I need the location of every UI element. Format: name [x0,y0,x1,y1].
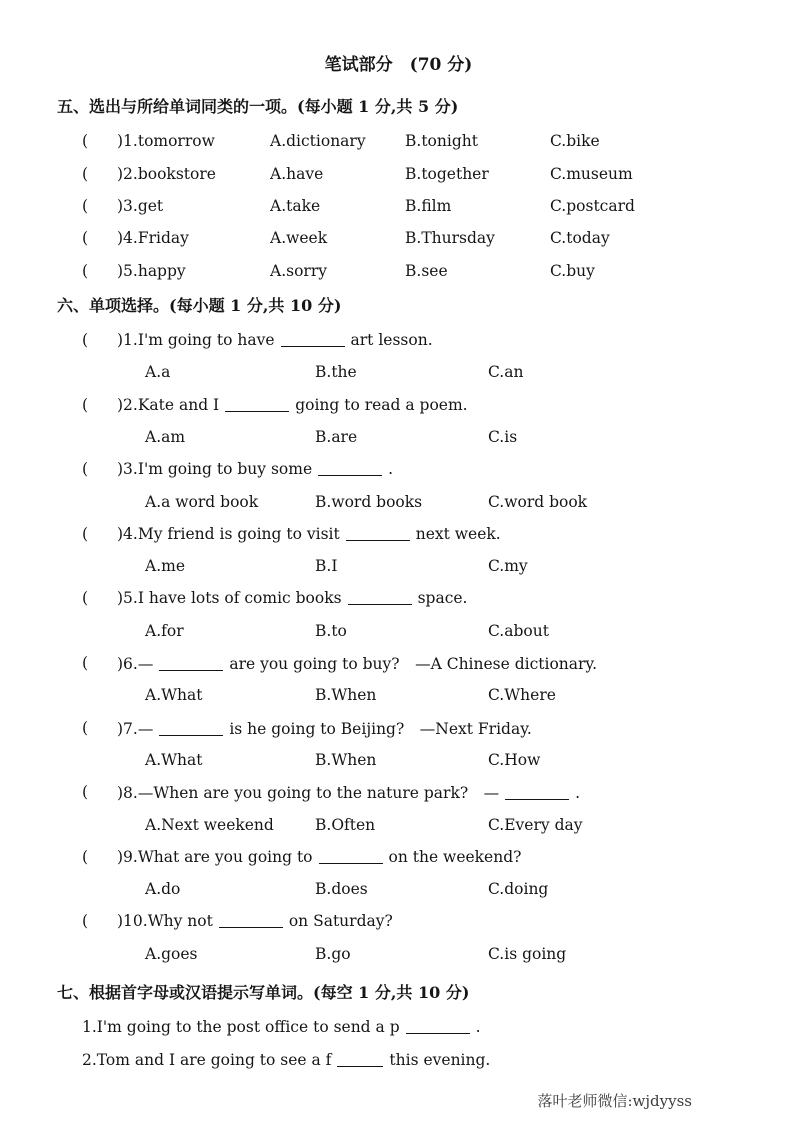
question-pre: )9.What are you going to [117,847,313,866]
answer-bracket: ( [82,654,89,673]
option-a: A.do [145,880,181,899]
option-c: C.my [488,557,528,576]
mc-question-8 [82,776,740,808]
mc-question-6 [82,647,740,679]
matching-row-4 [82,222,740,254]
option-c: C.museum [550,164,633,183]
option-b: B.Often [315,815,376,834]
option-a: A.What [145,750,203,769]
option-c: C.buy [550,261,595,280]
fill-in-question-1 [82,1011,740,1044]
answer-blank [219,912,283,928]
answer-bracket: ( [82,395,89,414]
answer-bracket: ( [82,589,89,608]
mc-question-7 [82,712,740,744]
question-post: on the weekend? [388,847,522,866]
answer-blank [281,331,345,347]
option-a: A.What [145,686,203,705]
option-a: A.sorry [270,261,327,280]
mc-options-10 [145,938,740,970]
mc-options-7 [145,744,740,776]
question-text [117,652,597,674]
question-text [117,396,468,414]
question-pre: )8.—When are you going to the nature park? — [117,784,500,803]
mc-options-1 [145,356,740,388]
answer-bracket: ( [82,912,89,931]
answer-blank [348,589,412,605]
option-c: C.an [488,363,524,382]
question-post: . [575,784,581,803]
question-label: )3.get [117,196,164,215]
answer-bracket: ( [82,164,89,183]
question-post: on Saturday? [288,912,393,931]
question-pre: )7.— [117,719,154,738]
option-c: C.bike [550,132,600,151]
page-title: 笔试部分 (70 分) [324,55,473,75]
answer-bracket: ( [82,196,89,215]
question-pre: )5.I have lots of comic books [117,589,342,608]
option-a: A.dictionary [270,132,366,151]
option-c: C.doing [488,880,549,899]
answer-bracket: ( [82,847,89,866]
mc-options-8 [145,808,740,840]
mc-question-1 [82,324,740,356]
matching-row-5 [82,255,740,287]
option-b: B.the [315,363,357,382]
question-post: art lesson. [350,331,433,350]
question-pre: )6.— [117,655,154,674]
question-pre: )2.Kate and I [117,395,220,414]
question-text [117,717,532,739]
mc-question-3 [82,453,740,485]
answer-bracket: ( [82,229,89,248]
section7-heading: 七、根据首字母或汉语提示写单词。(每空 1 分,共 10 分) [57,982,470,1002]
question-text [117,525,501,543]
question-pre: )3.I'm going to buy some [117,460,313,479]
option-b: B.together [405,164,489,183]
mc-options-4 [145,550,740,582]
question-pre: )10.Why not [117,912,213,931]
answer-blank [319,848,383,864]
answer-blank [337,1051,383,1067]
answer-bracket: ( [82,718,89,737]
mc-question-2 [82,389,740,421]
option-c: C.postcard [550,196,635,215]
option-b: B.see [405,261,448,280]
option-a: A.for [145,621,184,640]
option-a: A.am [145,427,186,446]
answer-bracket: ( [82,261,89,280]
fill-in-question-2 [82,1044,740,1077]
option-c: C.Every day [488,815,583,834]
answer-blank [159,720,223,736]
question-pre: 1.I'm going to the post office to send a p [82,1018,400,1037]
option-b: B.go [315,944,351,963]
option-c: C.How [488,750,541,769]
question-pre: 2.Tom and I are going to see a f [82,1051,332,1070]
question-text [82,1051,490,1069]
answer-bracket: ( [82,132,89,151]
answer-blank [505,784,569,800]
option-c: C.Where [488,686,556,705]
question-post: is he going to Beijing? —Next Friday. [229,719,532,738]
matching-row-1 [82,125,740,157]
question-text [117,589,467,607]
mc-question-5 [82,582,740,614]
question-pre: )1.I'm going to have [117,331,275,350]
answer-blank [346,525,410,541]
answer-blank [159,655,223,671]
mc-options-3 [145,485,740,517]
option-b: B.Thursday [405,229,495,248]
option-c: C.is [488,427,518,446]
question-post: this evening. [389,1051,491,1070]
option-a: A.week [270,229,328,248]
mc-options-9 [145,873,740,905]
mc-options-2 [145,421,740,453]
question-label: )2.bookstore [117,164,216,183]
question-post: going to read a poem. [295,395,468,414]
option-b: B.I [315,557,338,576]
answer-bracket: ( [82,331,89,350]
question-post: next week. [415,524,501,543]
question-post: are you going to buy? —A Chinese dictionary. [229,655,598,674]
section6-heading: 六、单项选择。(每小题 1 分,共 10 分) [57,295,342,315]
option-c: C.word book [488,492,588,511]
question-post: space. [417,589,468,608]
option-b: B.tonight [405,132,478,151]
option-a: A.a [145,363,171,382]
option-c: C.today [550,229,610,248]
question-text [117,781,580,803]
question-text [82,1018,481,1036]
option-c: C.is going [488,944,567,963]
option-a: A.have [270,164,324,183]
option-b: B.to [315,621,347,640]
option-b: B.When [315,750,377,769]
option-b: B.word books [315,492,423,511]
mc-question-4 [82,518,740,550]
mc-question-9 [82,841,740,873]
question-text [117,460,393,478]
answer-bracket: ( [82,460,89,479]
option-a: A.me [145,557,185,576]
answer-blank [225,396,289,412]
question-text [117,331,433,349]
matching-row-2 [82,157,740,189]
mc-options-6 [145,679,740,711]
option-a: A.Next weekend [145,815,274,834]
option-b: B.film [405,196,452,215]
question-label: )4.Friday [117,229,189,248]
question-label: )1.tomorrow [117,132,215,151]
section5-heading: 五、选出与所给单词同类的一项。(每小题 1 分,共 5 分) [57,97,459,116]
option-a: A.a word book [145,492,259,511]
question-post: . [475,1018,481,1037]
question-text [117,848,521,866]
matching-row-3 [82,190,740,222]
option-a: A.take [270,196,321,215]
option-a: A.goes [145,944,198,963]
option-b: B.When [315,686,377,705]
question-label: )5.happy [117,261,186,280]
option-c: C.about [488,621,549,640]
answer-bracket: ( [82,524,89,543]
teacher-wechat-watermark: 落叶老师微信:wjdyyss [537,1092,692,1110]
mc-options-5 [145,615,740,647]
question-text [117,912,393,930]
option-b: B.are [315,427,358,446]
question-pre: )4.My friend is going to visit [117,524,340,543]
answer-blank [406,1018,470,1034]
answer-bracket: ( [82,783,89,802]
option-b: B.does [315,880,368,899]
answer-blank [318,460,382,476]
question-post: . [388,460,394,479]
mc-question-10 [82,905,740,937]
